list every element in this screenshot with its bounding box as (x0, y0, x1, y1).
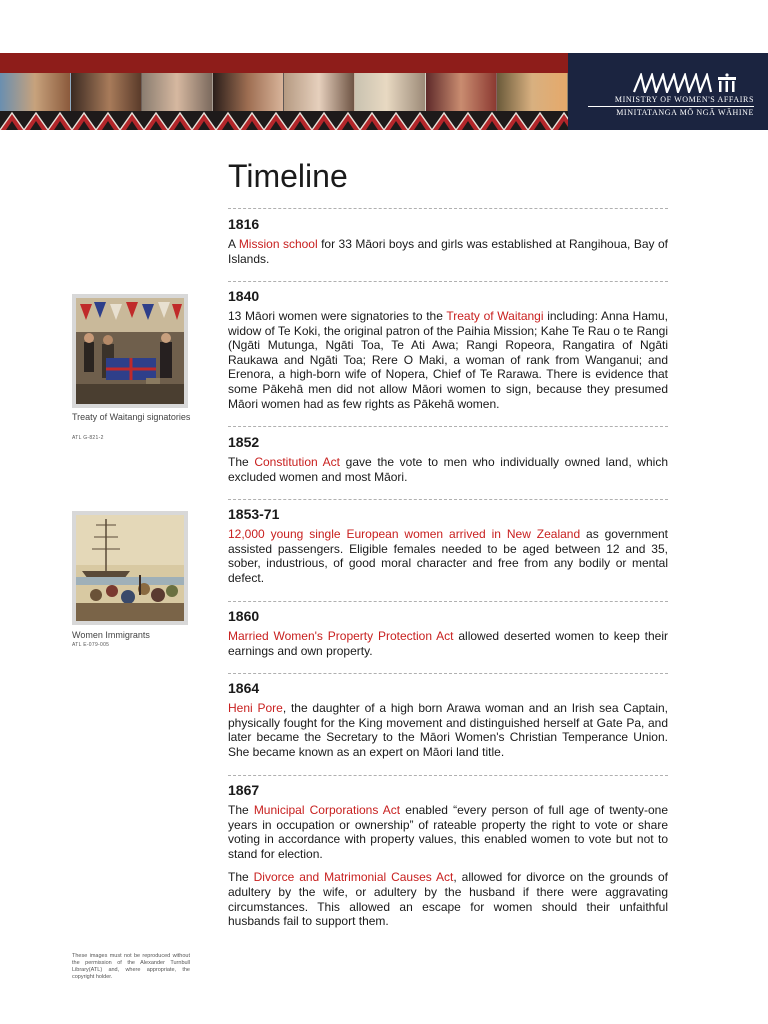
timeline-entry-1816 (228, 216, 668, 266)
entry-text-pre: A (228, 237, 239, 251)
link-municipal-corporations-act[interactable]: Municipal Corporations Act (253, 803, 401, 817)
entry-text (228, 527, 668, 585)
copyright-notice: These images must not be reproduced without the permission of the Alexander Turnbull Library(ATL) and, where appropriate, the copyright holder. (72, 953, 190, 980)
entry-text-post: enabled “every person of full age of twenty-one years in occupation or ownership” of rateable property the right to vote or share voting in accordance with property values, this enabled women to vote but not to stand for election. (228, 803, 668, 861)
women-immigrants-image (72, 511, 188, 625)
entry-text-post: for 33 Māori boys and girls was established at Rangihoua, Bay of Islands. (228, 237, 668, 266)
ministry-name-maori: MINITATANGA MŌ NGĀ WĀHINE (616, 108, 754, 117)
divider (228, 426, 668, 427)
entry-text (228, 803, 668, 861)
entry-text-post: , allowed for divorce on the grounds of adultery by the wife, or adultery by the husband if there were aggravating circumstances. This allowed an escape for women should their unfaithful husbands fail to support them. (228, 870, 668, 929)
image-credit: ATL G-821-2 (72, 435, 104, 441)
immigrants-painting (76, 515, 184, 621)
kowhaiwhai-pattern (0, 111, 568, 130)
divider (228, 208, 668, 209)
timeline-entry-1852 (228, 434, 668, 484)
entry-text-post: as government assisted passengers. Eligible females needed to be aged between 12 and 35, sober, industrious, of good moral character and free from any bodily or mental defect. (228, 527, 668, 585)
link-property-protection-act[interactable]: Married Women's Property Protection Act (228, 629, 454, 643)
banner-photo (142, 73, 213, 111)
entry-year: 1853-71 (228, 506, 280, 522)
banner-photo (426, 73, 497, 111)
entry-text (228, 629, 668, 658)
entry-text (228, 237, 668, 266)
link-constitution-act[interactable]: Constitution Act (254, 455, 341, 469)
banner-photo (213, 73, 284, 111)
ministry-name-english: MINISTRY OF WOMEN'S AFFAIRS (614, 95, 754, 104)
timeline-entry-1864 (228, 680, 668, 759)
link-heni-pore[interactable]: Heni Pore (228, 701, 283, 715)
banner-photo (355, 73, 426, 111)
entry-text-pre: 13 Māori women were signatories to the (228, 309, 447, 323)
entry-text-post: , the daughter of a high born Arawa woman and an Irish sea Captain, physically fought for the King movement and distinguished herself at Gate Pa, and later became the Secretary to the Māori Women's Christian Temperance Union. She became known as an expert on Māori land title. (228, 701, 668, 759)
ministry-emblem-icon (632, 73, 738, 93)
entry-text-pre: The (228, 803, 254, 817)
entry-text (228, 870, 668, 928)
link-mission-school[interactable]: Mission school (238, 237, 318, 251)
entry-text-post: allowed deserted women to keep their earnings and own property. (228, 629, 668, 658)
divider (228, 673, 668, 674)
link-divorce-act[interactable]: Divorce and Matrimonial Causes Act (253, 870, 454, 885)
treaty-signatories-image (72, 294, 188, 408)
logo-divider (588, 106, 754, 107)
entry-year: 1840 (228, 288, 260, 304)
image-caption: Women Immigrants (72, 630, 150, 640)
divider (228, 499, 668, 500)
image-credit: ATL E-079-005 (72, 642, 110, 648)
banner-red-strip (0, 53, 568, 73)
banner-photo (284, 73, 355, 111)
entry-text-pre: The (228, 870, 254, 885)
timeline-entry-1840 (228, 288, 668, 411)
entry-year: 1864 (228, 680, 260, 696)
image-caption: Treaty of Waitangi signatories (72, 412, 191, 422)
link-treaty-of-waitangi[interactable]: Treaty of Waitangi (446, 309, 544, 323)
treaty-painting (76, 298, 184, 404)
ministry-logo (568, 53, 768, 130)
page-title: Timeline (228, 158, 348, 194)
header-banner (0, 53, 768, 130)
timeline-entry-1860 (228, 608, 668, 658)
divider (228, 775, 668, 776)
entry-text-post: gave the vote to men who individually owned land, which excluded women and most Māori. (228, 455, 668, 484)
banner-photo (497, 73, 568, 111)
divider (228, 601, 668, 602)
entry-text (228, 309, 668, 411)
entry-year: 1816 (228, 216, 260, 232)
entry-text-pre: The (228, 455, 255, 469)
banner-photo (71, 73, 142, 111)
divider (228, 281, 668, 282)
link-european-women-arrived[interactable]: 12,000 young single European women arrived in New Zealand (228, 527, 581, 541)
entry-year: 1852 (228, 434, 260, 450)
entry-year: 1867 (228, 782, 260, 798)
banner-photo (0, 73, 71, 111)
timeline-entry-1867 (228, 782, 668, 929)
entry-text (228, 455, 668, 484)
entry-year: 1860 (228, 608, 260, 624)
banner-photo-strip (0, 73, 568, 111)
entry-text (228, 701, 668, 759)
timeline-entry-1853-71 (228, 506, 668, 585)
entry-text-post: including: Anna Hamu, widow of Te Koki, the original patron of the Paihia Mission; Kahe Te Rau o te Rangi (Ngāti Mutunga, Ngāti Toa, Te Ati Awa; Rangi Ropeora, Rangatira of Ngāti Raukawa and Ngāti Toa; Rere O Maki, a woman of rank from Wanganui; and Erenora, a high-born wife of Nopera, Chief of Te Rarawa. There is evidence that some Pākehā men did not allow Māori women to sign, because they presumed Māori women had as few rights as Pākehā women. (228, 309, 668, 411)
